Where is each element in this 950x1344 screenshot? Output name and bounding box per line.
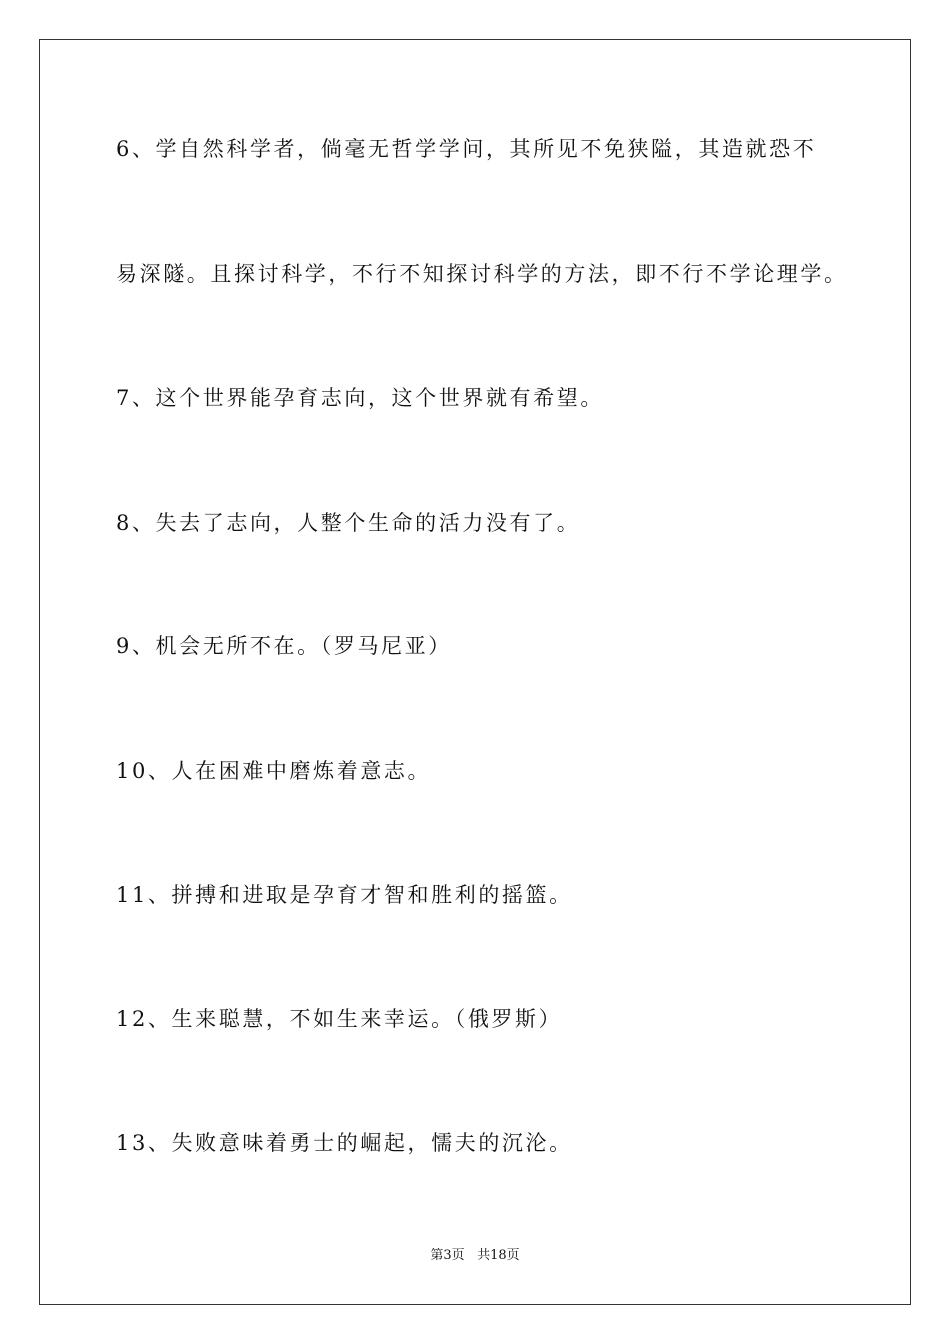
text-line-quote-8: 8、失去了志向，人整个生命的活力没有了。: [116, 511, 581, 535]
text-line-quote-12: 12、生来聪慧，不如生来幸运。（俄罗斯）: [116, 1007, 563, 1031]
text-line-quote-9: 9、机会无所不在。（罗马尼亚）: [116, 634, 452, 658]
text-line-quote-7: 7、这个世界能孕育志向，这个世界就有希望。: [116, 386, 604, 410]
text-line-quote-13: 13、失败意味着勇士的崛起，懦夫的沉沦。: [116, 1131, 573, 1155]
page-total: 共18页: [477, 1248, 520, 1263]
text-line-quote-6-part1: 6、学自然科学者，倘毫无哲学学问，其所见不免狭隘，其造就恐不: [116, 137, 817, 161]
text-line-quote-10: 10、人在困难中磨炼着意志。: [116, 759, 432, 783]
page-border: [39, 39, 911, 1305]
text-line-quote-11: 11、拼搏和进取是孕育才智和胜利的摇篮。: [116, 883, 573, 907]
page-number: 第3页: [430, 1248, 465, 1263]
page-footer: [0, 1249, 950, 1262]
text-line-quote-6-part2: 易深隧。且探讨科学，不行不知探讨科学的方法，即不行不学论理学。: [116, 262, 848, 286]
